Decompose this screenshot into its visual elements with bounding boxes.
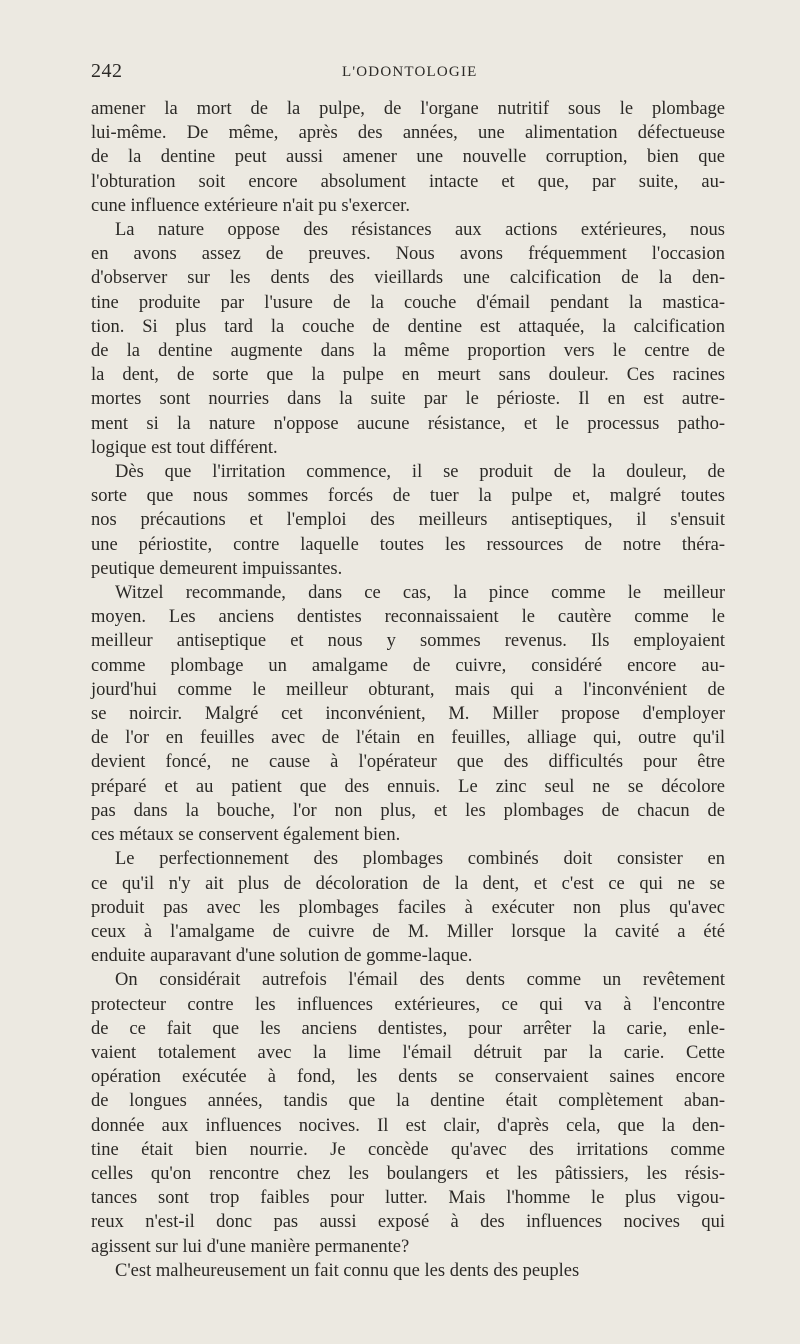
text-line: de l'or en feuilles avec de l'étain en feuilles, alliage qui, outre qu'il: [91, 728, 725, 749]
text-line: pas dans la bouche, l'or non plus, et les plombages de chacun de: [91, 800, 725, 821]
text-line: sorte que nous sommes forcés de tuer la pulpe et, malgré toutes: [91, 486, 725, 507]
text-line: agissent sur lui d'une manière permanente?: [91, 1236, 410, 1257]
text-line: La nature oppose des résistances aux actions extérieures, nous: [115, 220, 725, 241]
paragraph: [91, 581, 725, 847]
text-line: tine produite par l'usure de la couche d'émail pendant la mastica-: [91, 292, 725, 313]
text-line: vaient totalement avec la lime l'émail détruit par la carie. Cette: [91, 1042, 725, 1063]
text-line: une périostite, contre laquelle toutes les ressources de notre théra-: [91, 534, 725, 555]
text-line: Dès que l'irritation commence, il se produit de la douleur, de: [115, 462, 725, 483]
text-line: C'est malheureusement un fait connu que les dents des peuples: [115, 1260, 580, 1281]
page-number: 242: [91, 60, 123, 82]
paragraph: [91, 1259, 725, 1283]
running-title: L'ODONTOLOGIE: [342, 64, 478, 80]
paragraph: [91, 218, 725, 460]
paragraph: [91, 97, 725, 218]
text-line: de longues années, tandis que la dentine était complètement aban-: [91, 1091, 725, 1112]
text-line: de ce fait que les anciens dentistes, pour arrêter la carie, enle-: [91, 1018, 725, 1039]
text-line: ment si la nature n'oppose aucune résistance, et le processus patho-: [91, 413, 725, 434]
text-line: celles qu'on rencontre chez les boulangers et les pâtissiers, les résis-: [91, 1163, 725, 1184]
text-line: jourd'hui comme le meilleur obturant, mais qui a l'inconvénient de: [91, 679, 725, 700]
text-line: moyen. Les anciens dentistes reconnaissaient le cautère comme le: [91, 607, 725, 628]
text-line: ce qu'il n'y ait plus de décoloration de la dent, et c'est ce qui ne se: [91, 873, 725, 894]
text-line: lui-même. De même, après des années, une alimentation défectueuse: [91, 123, 725, 144]
text-line: tine était bien nourrie. Je concède qu'avec des irritations comme: [91, 1139, 725, 1160]
text-line: devient foncé, ne cause à l'opérateur que des difficultés pour être: [91, 752, 725, 773]
page-header: [0, 60, 800, 90]
text-line: Witzel recommande, dans ce cas, la pince comme le meilleur: [115, 583, 725, 604]
text-line: peutique demeurent impuissantes.: [91, 558, 343, 579]
text-line: de la dentine peut aussi amener une nouvelle corruption, bien que: [91, 147, 725, 168]
text-line: opération exécutée à fond, les dents se conservaient saines encore: [91, 1067, 725, 1088]
text-line: mortes sont nourries dans la suite par le périoste. Il en est autre-: [91, 389, 725, 410]
paragraph: [91, 847, 725, 968]
text-line: préparé et au patient que des ennuis. Le zinc seul ne se décolore: [91, 776, 725, 797]
text-line: ceux à l'amalgame de cuivre de M. Miller lorsque la cavité a été: [91, 921, 725, 942]
text-line: nos précautions et l'emploi des meilleurs antiseptiques, il s'ensuit: [91, 510, 725, 531]
text-line: tion. Si plus tard la couche de dentine est attaquée, la calcification: [91, 316, 725, 337]
text-line: tances sont trop faibles pour lutter. Mais l'homme le plus vigou-: [91, 1188, 725, 1209]
text-line: cune influence extérieure n'ait pu s'exercer.: [91, 195, 410, 216]
text-line: la dent, de sorte que la pulpe en meurt sans douleur. Ces racines: [91, 365, 725, 386]
text-line: se noircir. Malgré cet inconvénient, M. Miller propose d'employer: [91, 704, 725, 725]
text-line: enduite auparavant d'une solution de gomme-laque.: [91, 946, 473, 967]
paragraph: [91, 460, 725, 581]
text-line: l'obturation soit encore absolument intacte et que, par suite, au-: [91, 171, 725, 192]
text-line: amener la mort de la pulpe, de l'organe nutritif sous le plombage: [91, 99, 725, 119]
text-line: Le perfectionnement des plombages combinés doit consister en: [115, 849, 725, 870]
body-text: [91, 97, 725, 1283]
text-line: donnée aux influences nocives. Il est clair, d'après cela, que la den-: [91, 1115, 725, 1136]
paragraph: [91, 968, 725, 1258]
text-line: ces métaux se conservent également bien.: [91, 825, 401, 846]
text-line: protecteur contre les influences extérieures, ce qui va à l'encontre: [91, 994, 725, 1015]
text-line: logique est tout différent.: [91, 437, 278, 458]
text-line: On considérait autrefois l'émail des dents comme un revêtement: [115, 970, 725, 991]
text-line: produit pas avec les plombages faciles à exécuter non plus qu'avec: [91, 897, 725, 918]
text-line: meilleur antiseptique et nous y sommes revenus. Ils employaient: [91, 631, 725, 652]
text-line: d'observer sur les dents des vieillards une calcification de la den-: [91, 268, 725, 289]
text-line: de la dentine augmente dans la même proportion vers le centre de: [91, 341, 725, 362]
text-line: comme plombage un amalgame de cuivre, considéré encore au-: [91, 655, 725, 676]
text-line: en avons assez de preuves. Nous avons fréquemment l'occasion: [91, 244, 725, 265]
text-line: reux n'est-il donc pas aussi exposé à des influences nocives qui: [91, 1212, 725, 1233]
